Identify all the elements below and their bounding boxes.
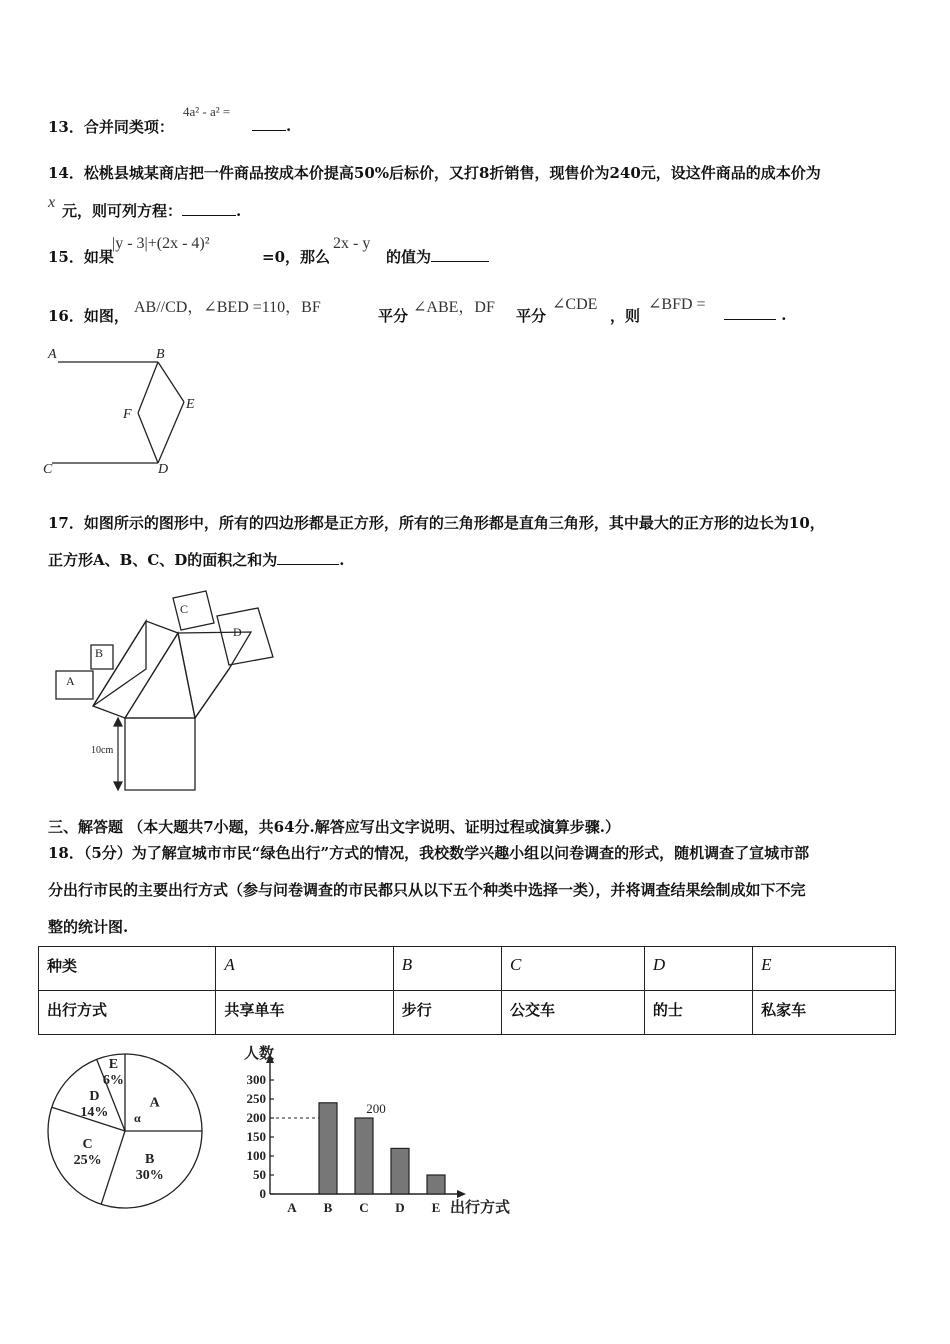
y-tick-label: 300 (246, 1072, 266, 1087)
table-cell: 私家车 (753, 991, 896, 1035)
q16-answer-blank[interactable] (724, 305, 776, 320)
q16-point-b: B (156, 347, 165, 362)
q15-expression: |y - 3|+(2x - 4)² (112, 235, 210, 252)
y-tick-label: 100 (246, 1148, 266, 1163)
x-tick-label: D (395, 1200, 405, 1215)
pie-slice-percent: 6% (102, 1073, 124, 1089)
q15-tail-text: 的值为 (386, 248, 432, 266)
table-cell: C (502, 947, 645, 991)
q16-ask: ∠BFD = (648, 296, 706, 313)
table-cell: B (393, 947, 501, 991)
pie-slice-label: E (108, 1057, 119, 1073)
q13-label: 13．合并同类项： (48, 118, 174, 136)
x-tick-label: B (323, 1200, 333, 1215)
bar-D (391, 1148, 409, 1194)
pie-slice-percent: 14% (80, 1105, 109, 1121)
q16-given-3: ∠CDE (552, 296, 598, 313)
bar-E (427, 1175, 445, 1194)
q17-line2-text: 正方形A、B、C、D的面积之和为 (48, 551, 278, 569)
q15-middle: =0，那么 (262, 248, 331, 266)
table-cell: 种类 (39, 947, 216, 991)
q16-bisects-2: 平分 (516, 307, 547, 325)
table-cell: 出行方式 (39, 991, 216, 1035)
table-row (39, 947, 896, 991)
table-row (39, 991, 896, 1035)
q18-line1: 18．（5分）为了解宣城市市民“绿色出行”方式的情况，我校数学兴趣小组以问卷调查的形式，随机调查了宣城市部 (48, 844, 810, 862)
table-cell: A (216, 947, 393, 991)
q17-square-c: C (180, 602, 189, 616)
q14-tail: . (236, 202, 242, 220)
q13-tail: . (286, 117, 292, 135)
y-tick-label: 250 (246, 1091, 266, 1106)
q16-figure (40, 340, 210, 480)
bar-B (319, 1103, 337, 1194)
q16-given-1: AB//CD，∠BED =110，BF (134, 299, 321, 316)
pie-slice-label: C (82, 1137, 93, 1153)
pie-chart (44, 1050, 209, 1215)
q17-square-d: D (233, 625, 242, 639)
q14-line1: 14．松桃县城某商店把一件商品按成本价提高50%后标价，又打8折销售，现售价为240元，设这件商品的成本价为 (48, 164, 821, 182)
x-axis-label: 出行方式 (450, 1200, 511, 1216)
q17-tail: . (339, 551, 345, 569)
q17-answer-blank[interactable] (277, 550, 339, 565)
pie-slice-label: B (145, 1152, 155, 1167)
q17-line1: 17．如图所示的图形中，所有的四边形都是正方形，所有的三角形都是直角三角形，其中最大的正方形的边长为10， (48, 514, 825, 532)
q17-square-a: A (66, 674, 75, 688)
q15-label: 15．如果 (48, 248, 114, 266)
q17-figure (50, 585, 290, 800)
q16-point-e: E (186, 397, 195, 412)
x-tick-label: E (431, 1200, 441, 1215)
q17-length-label: 10cm (91, 745, 114, 756)
q15-answer-blank[interactable] (431, 247, 489, 262)
y-axis-label: 人数 (244, 1046, 275, 1062)
q16-tail: . (781, 306, 787, 324)
table-cell: 步行 (393, 991, 501, 1035)
q14-line2-text: 元，则可列方程： (62, 202, 183, 220)
pie-slice-label: D (89, 1089, 100, 1105)
q18-line2: 分出行市民的主要出行方式（参与问卷调查的市民都只从以下五个种类中选择一类），并将调查结果绘制成如下不完 (48, 881, 806, 899)
pie-angle-label: α (134, 1111, 141, 1125)
q16-point-f: F (123, 407, 132, 422)
q13-expression: 4a² - a² = (183, 104, 231, 119)
q18-table (38, 946, 896, 1035)
q14-line2 (62, 200, 241, 221)
q17-square-b: B (95, 646, 104, 660)
y-tick-label: 200 (246, 1110, 266, 1125)
y-tick-label: 150 (246, 1129, 266, 1144)
q16-given-2: ∠ABE，DF (413, 299, 495, 316)
q13-answer (252, 116, 291, 135)
q15-expression-2: 2x - y (333, 235, 371, 252)
x-axis-arrow (457, 1190, 466, 1198)
bar-data-label: 200 (366, 1101, 386, 1116)
q15-tail (386, 246, 489, 267)
q13 (48, 116, 174, 137)
table-cell: 公交车 (502, 991, 645, 1035)
q16-bisects-1: 平分 (378, 307, 409, 325)
table-cell: 的士 (644, 991, 752, 1035)
table-cell: D (644, 947, 752, 991)
q14-answer-blank[interactable] (182, 201, 236, 216)
pie-slice-percent: 30% (135, 1168, 164, 1183)
bar-chart (228, 1042, 528, 1220)
table-cell: 共享单车 (216, 991, 393, 1035)
q14-variable: x (48, 194, 56, 211)
pie-slice-boundary (101, 1131, 125, 1204)
q16-point-d: D (158, 462, 169, 477)
y-tick-label: 50 (253, 1167, 266, 1182)
q16-point-a: A (48, 347, 57, 362)
bar-C (355, 1118, 373, 1194)
q17-line2 (48, 549, 345, 570)
y-tick-label: 0 (259, 1186, 266, 1201)
q16-answer (724, 305, 786, 324)
table-cell: E (753, 947, 896, 991)
q18-line3: 整的统计图. (48, 918, 129, 936)
q13-answer-blank[interactable] (252, 116, 286, 131)
q16-label: 16．如图， (48, 307, 129, 325)
q16-point-c: C (43, 462, 53, 477)
section-3-heading: 三、解答题 （本大题共7小题，共64分.解答应写出文字说明、证明过程或演算步骤.） (48, 818, 620, 836)
pie-slice-label: A (149, 1095, 160, 1111)
pie-slice-percent: 25% (73, 1153, 102, 1169)
x-tick-label: A (287, 1200, 297, 1215)
q16-then: ，则 (610, 307, 641, 325)
x-tick-label: C (359, 1200, 369, 1215)
